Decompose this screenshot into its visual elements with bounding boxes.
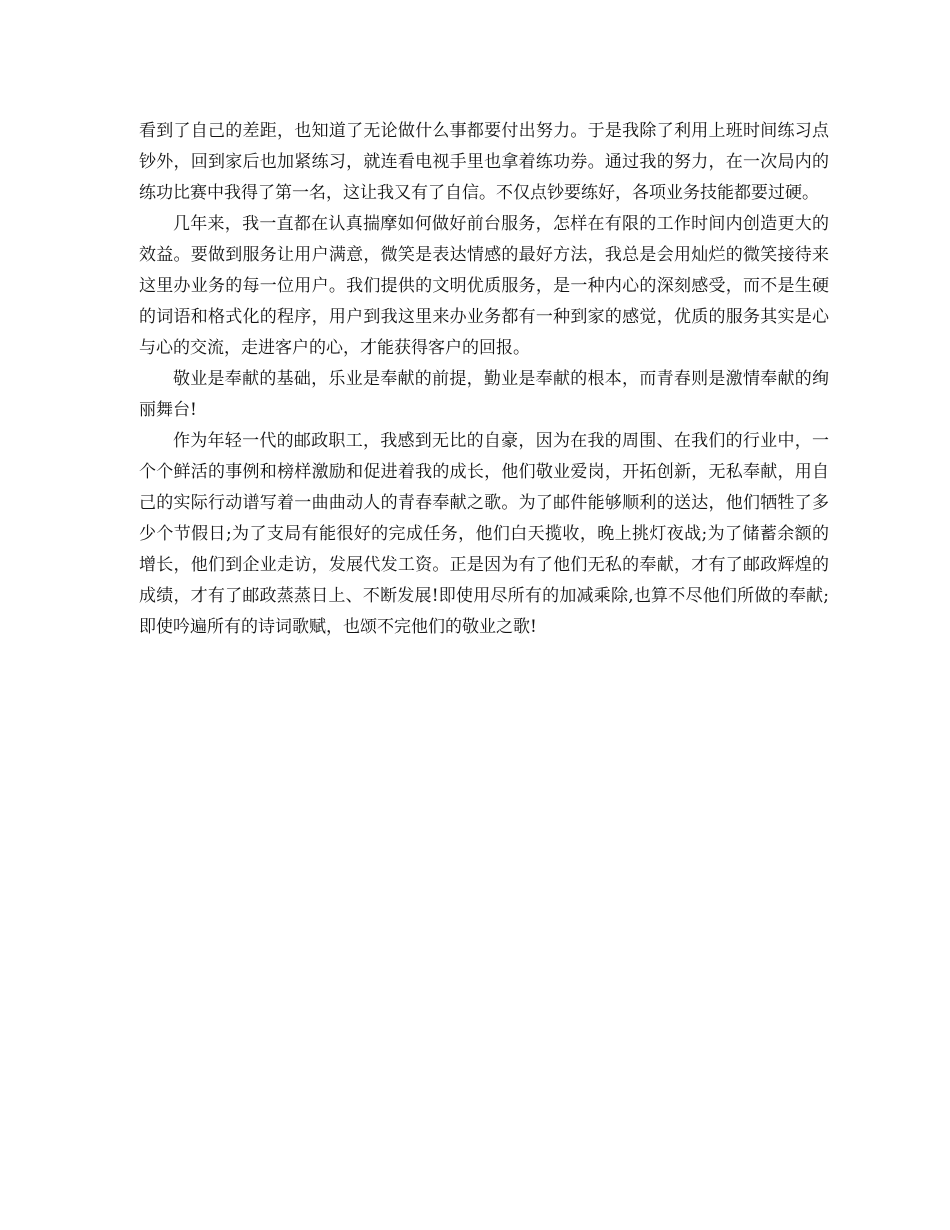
paragraph-postal-workers: 作为年轻一代的邮政职工，我感到无比的自豪，因为在我的周围、在我们的行业中，一个个鲜活的事例和榜样激励和促进着我的成长，他们敬业爱岗，开拓创新，无私奉献，用自己的实际行动谱写着一曲曲动人的青春奉献之歌。为了邮件能够顺利的送达，他们牺牲了多少个节假日;为了支局有能很好的完成任务，他们白天揽收，晚上挑灯夜战;为了储蓄余额的增长，他们到企业走访，发展代发工资。正是因为有了他们无私的奉献，才有了邮政辉煌的成绩，才有了邮政蒸蒸日上、不断发展!即使用尽所有的加减乘除,也算不尽他们所做的奉献;即使吟遍所有的诗词歌赋，也颂不完他们的敬业之歌! — [139, 431, 829, 637]
document-body — [139, 116, 829, 643]
paragraph-front-desk-service: 几年来，我一直都在认真揣摩如何做好前台服务，怎样在有限的工作时间内创造更大的效益。要做到服务让用户满意，微笑是表达情感的最好方法，我总是会用灿烂的微笑接待来这里办业务的每一位用户。我们提供的文明优质服务，是一种内心的深刻感受，而不是生硬的词语和格式化的程序，用户到我这里来办业务都有一种到家的感觉，优质的服务其实是心与心的交流，走进客户的心，才能获得客户的回报。 — [139, 214, 829, 358]
paragraph-continued: 看到了自己的差距，也知道了无论做什么事都要付出努力。于是我除了利用上班时间练习点钞外，回到家后也加紧练习，就连看电视手里也拿着练功券。通过我的努力，在一次局内的练功比赛中我得了第一名，这让我又有了自信。不仅点钞要练好，各项业务技能都要过硬。 — [139, 121, 829, 203]
paragraph-dedication: 敬业是奉献的基础，乐业是奉献的前提，勤业是奉献的根本，而青春则是激情奉献的绚丽舞台! — [139, 369, 829, 420]
